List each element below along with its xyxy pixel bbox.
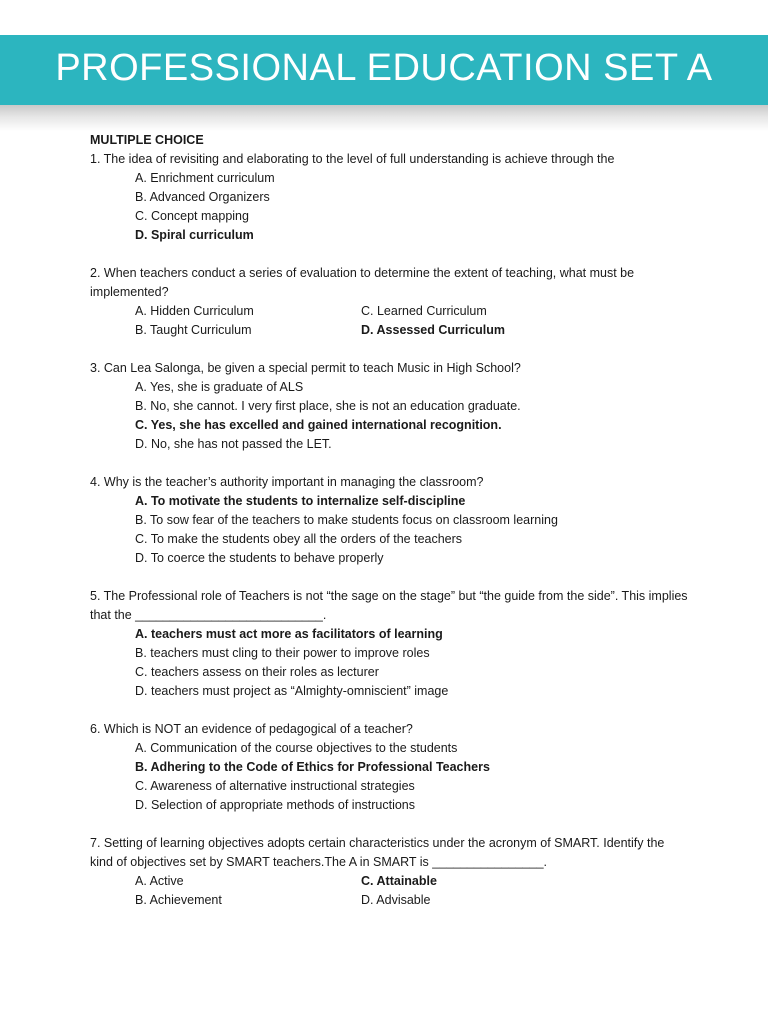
option-d: D. Selection of appropriate methods of instructions — [135, 798, 416, 812]
section-title: MULTIPLE CHOICE — [90, 133, 204, 147]
option-c: C. Yes, she has excelled and gained international recognition. — [135, 418, 502, 432]
question-5 — [90, 587, 690, 701]
question-text: 3. Can Lea Salonga, be given a special permit to teach Music in High School? — [90, 361, 521, 375]
option-a: A. Active — [135, 874, 184, 888]
option-d: D. teachers must project as “Almighty-omniscient” image — [135, 684, 449, 698]
question-4 — [90, 473, 690, 568]
page-title: PROFESSIONAL EDUCATION SET A — [55, 46, 713, 89]
option-b: B. Adhering to the Code of Ethics for Professional Teachers — [135, 760, 490, 774]
option-b: B. Advanced Organizers — [135, 190, 270, 204]
option-b: B. No, she cannot. I very first place, she is not an education graduate. — [135, 399, 521, 413]
option-a: A. Yes, she is graduate of ALS — [135, 380, 304, 394]
option-a: A. Hidden Curriculum — [135, 304, 254, 318]
option-a: A. To motivate the students to internalize self-discipline — [135, 494, 466, 508]
option-d: D. Spiral curriculum — [135, 228, 254, 242]
option-c: C. Concept mapping — [135, 209, 249, 223]
option-d: D. Assessed Curriculum — [361, 323, 506, 337]
question-3 — [90, 359, 690, 454]
option-grid — [90, 872, 690, 910]
question-2 — [90, 264, 690, 340]
option-b: B. To sow fear of the teachers to make students focus on classroom learning — [135, 513, 558, 527]
question-text: 1. The idea of revisiting and elaborating to the level of full understanding is achieve through the — [90, 152, 615, 166]
option-list — [90, 169, 690, 245]
option-list — [90, 492, 690, 568]
option-list — [90, 378, 690, 454]
question-text: 4. Why is the teacher’s authority important in managing the classroom? — [90, 475, 484, 489]
option-b: B. Achievement — [135, 893, 222, 907]
question-sheet — [90, 131, 690, 929]
option-b: B. Taught Curriculum — [135, 323, 252, 337]
option-c: C. Attainable — [361, 874, 437, 888]
option-a: A. Communication of the course objectives to the students — [135, 741, 458, 755]
option-a: A. teachers must act more as facilitators of learning — [135, 627, 443, 641]
option-d: D. To coerce the students to behave properly — [135, 551, 384, 565]
question-1 — [90, 150, 690, 245]
option-d: D. Advisable — [361, 893, 431, 907]
option-d: D. No, she has not passed the LET. — [135, 437, 332, 451]
banner-shadow — [0, 105, 768, 131]
option-c: C. Awareness of alternative instructional strategies — [135, 779, 415, 793]
option-c: C. teachers assess on their roles as lecturer — [135, 665, 379, 679]
question-text: 2. When teachers conduct a series of evaluation to determine the extent of teaching, what must be implemented? — [90, 266, 635, 299]
option-list — [90, 739, 690, 815]
option-b: B. teachers must cling to their power to improve roles — [135, 646, 430, 660]
question-text: 5. The Professional role of Teachers is not “the sage on the stage” but “the guide from the side”. This implies that the ___________________________. — [90, 589, 688, 622]
question-6 — [90, 720, 690, 815]
question-text: 7. Setting of learning objectives adopts certain characteristics under the acronym of SMART. Identify the kind of objectives set by SMART teachers.The A in SMART is ________________. — [90, 836, 665, 869]
option-grid — [90, 302, 690, 340]
question-text: 6. Which is NOT an evidence of pedagogical of a teacher? — [90, 722, 413, 736]
option-c: C. To make the students obey all the orders of the teachers — [135, 532, 463, 546]
option-c: C. Learned Curriculum — [361, 304, 487, 318]
option-a: A. Enrichment curriculum — [135, 171, 275, 185]
question-7 — [90, 834, 690, 910]
option-list — [90, 625, 690, 701]
title-banner — [0, 35, 768, 105]
